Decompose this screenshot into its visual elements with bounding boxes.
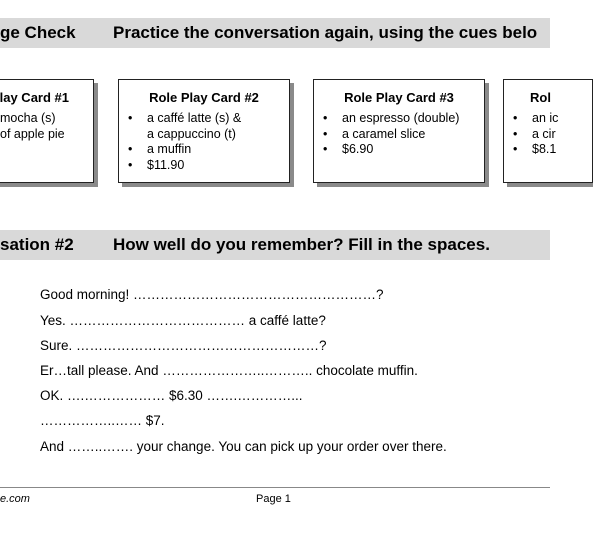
card-item: • a caffé latte (s) & xyxy=(128,111,242,125)
card-item: mocha (s) xyxy=(0,111,56,125)
section-header-conversation-2 xyxy=(0,230,550,260)
card-item: of apple pie xyxy=(0,126,65,141)
dialogue-line-4: Er…tall please. And …………………..……….. chocolate muffin. xyxy=(40,363,418,378)
dialogue-line-1: Good morning! ………………………………………………? xyxy=(40,287,384,302)
section-header-left: sation #2 xyxy=(0,235,74,254)
section-header-left: ge Check xyxy=(0,23,76,42)
footer-website: e.com xyxy=(0,493,30,505)
card-title: Role Play Card #3 xyxy=(344,90,454,105)
card-title: Role Play Card #2 xyxy=(149,90,259,105)
card-item: • $8.1 xyxy=(513,142,557,156)
role-play-card-4 xyxy=(503,79,593,183)
dialogue-line-7: And ……..……. your change. You can pick up your order over there. xyxy=(40,439,447,454)
role-play-card-2 xyxy=(118,79,290,183)
bullet-icon: • xyxy=(128,142,133,156)
bullet-icon: • xyxy=(513,111,518,125)
card-item: • $6.90 xyxy=(323,142,374,156)
card-title: lay Card #1 xyxy=(0,90,69,105)
card-item: • a muffin xyxy=(128,142,192,156)
role-play-card-1 xyxy=(0,79,94,183)
card-item: • a cir xyxy=(513,126,556,141)
card-item: • an espresso (double) xyxy=(323,111,460,125)
section-header-language-check xyxy=(0,18,550,48)
card-title: Rol xyxy=(530,90,551,105)
card-item-list xyxy=(504,111,592,158)
card-item-list xyxy=(314,111,484,158)
section-header-instruction: How well do you remember? Fill in the spaces. xyxy=(113,235,490,254)
dialogue-line-2: Yes. ………………………………… a caffé latte? xyxy=(40,313,326,328)
bullet-icon: • xyxy=(323,126,328,141)
card-item: a cappuccino (t) xyxy=(147,126,236,141)
bullet-icon: • xyxy=(513,142,518,156)
card-item-list xyxy=(119,111,289,173)
dialogue-line-5: OK. ….……………… $6.30 …….…………... xyxy=(40,388,303,403)
footer-divider xyxy=(0,487,550,488)
bullet-icon: • xyxy=(323,111,328,125)
page-number: Page 1 xyxy=(256,493,291,505)
bullet-icon: • xyxy=(323,142,328,156)
card-item-list xyxy=(0,111,93,142)
bullet-icon: • xyxy=(128,157,133,172)
section-header-instruction: Practice the conversation again, using the cues belo xyxy=(113,23,538,42)
card-item: • $11.90 xyxy=(128,157,185,172)
card-item: • an ic xyxy=(513,111,559,125)
dialogue-line-6: ……………..…… $7. xyxy=(40,413,165,428)
bullet-icon: • xyxy=(128,111,133,125)
role-play-card-3 xyxy=(313,79,485,183)
bullet-icon: • xyxy=(513,126,518,141)
card-item: • a caramel slice xyxy=(323,126,426,141)
dialogue-line-3: Sure. ………………………………………………? xyxy=(40,338,327,353)
